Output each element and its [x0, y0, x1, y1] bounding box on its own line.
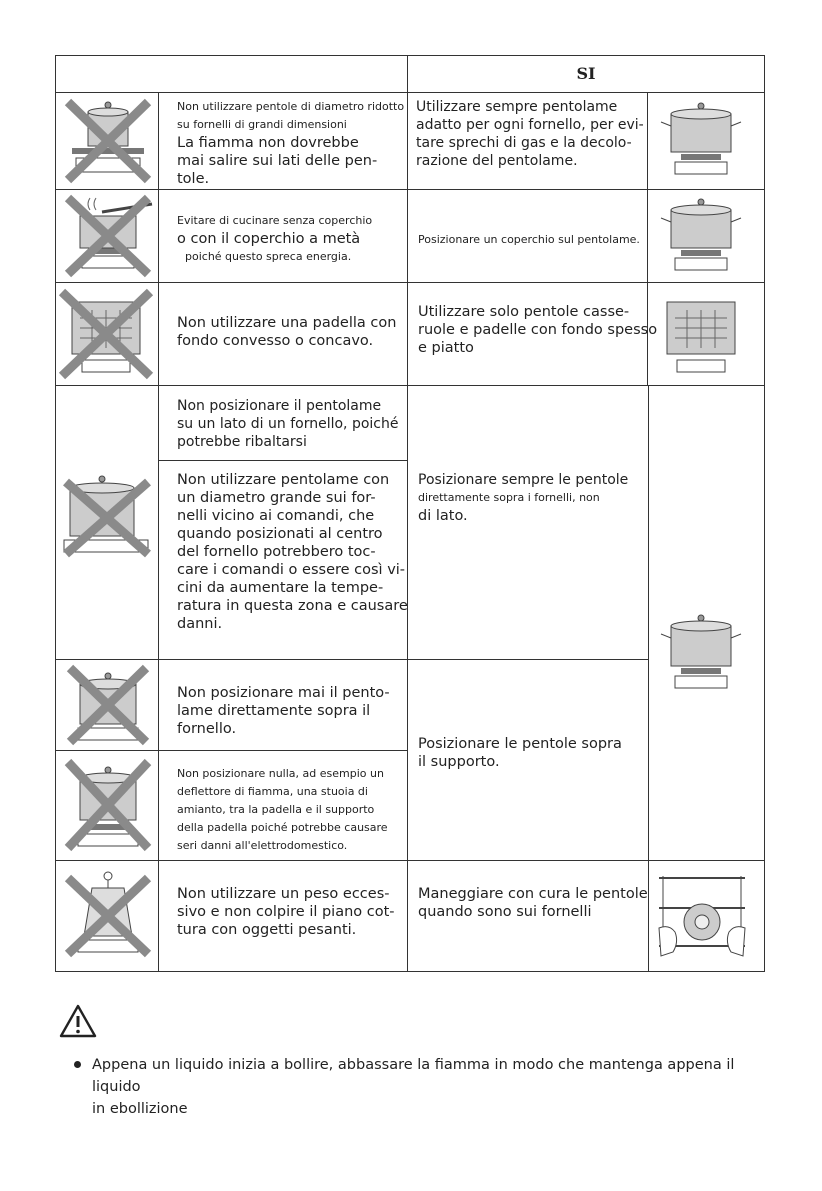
- table-rule: [55, 92, 765, 93]
- table-rule: [55, 860, 765, 861]
- small-pot-large-burner-crossed-icon: [62, 98, 154, 184]
- row5b-no-text: Non posizionare nulla, ad esempio un deflettore di fiamma, una stuoia di amianto, tra la padella e il supporto della padella poiché potrebbe causare seri danni all'elettrodomestico.: [177, 767, 388, 852]
- row3-si-text: Utilizzare solo pentole casse- ruole e padelle con fondo spesso e piatto: [418, 304, 658, 356]
- table-rule: [55, 282, 765, 283]
- warning-bullet-text: Appena un liquido inizia a bollire, abbassare la fiamma in modo che mantenga appena il liquido in ebollizione: [92, 1057, 735, 1117]
- comparison-table: [55, 55, 765, 972]
- row5a-no-text: Non posizionare mai il pento- lame direttamente sopra il fornello.: [177, 685, 390, 737]
- row1-si-text: Utilizzare sempre pentolame adatto per ogni fornello, per evi- tare sprechi di gas e la decolo- razione del pentolame.: [416, 99, 644, 169]
- flat-base-pan-icon: [653, 290, 747, 380]
- row6-si-text: Maneggiare con cura le pentole quando sono sui fornelli: [418, 886, 648, 920]
- table-rule: [648, 385, 649, 972]
- table-rule: [55, 189, 765, 190]
- bullet-dot: [74, 1061, 81, 1068]
- warning-triangle-icon: [58, 1003, 98, 1039]
- pot-on-burner-crossed-icon: [62, 664, 154, 746]
- curved-base-pan-crossed-icon: [58, 288, 154, 380]
- row2-no-text: Evitare di cucinare senza coperchio o con il coperchio a metà poiché questo spreca energia.: [177, 214, 373, 263]
- table-rule: [55, 750, 407, 751]
- row4b-no-text: Non utilizzare pentolame con un diametro grande sui for- nelli vicino ai comandi, che quando posizionati al centro del fornello potrebbero toc- care i comandi o essere così vi- cini da aumentare la tempe- ratura in questa zona e causare danni.: [177, 472, 408, 632]
- row4-si-text: Posizionare sempre le pentole direttamente sopra i fornelli, non di lato.: [418, 472, 629, 524]
- table-rule: [158, 460, 407, 461]
- pot-on-support-icon: [655, 610, 747, 694]
- handling-pan-hands-icon: [653, 868, 751, 964]
- row4a-no-text: Non posizionare il pentolame su un lato di un fornello, poiché potrebbe ribaltarsi: [177, 398, 399, 450]
- correct-pot-icon: [655, 98, 747, 184]
- heavy-weight-crossed-icon: [62, 868, 154, 958]
- flame-deflector-crossed-icon: [62, 756, 154, 854]
- table-rule: [55, 385, 765, 386]
- row2-si-text: Posizionare un coperchio sul pentolame.: [418, 233, 640, 246]
- row1-no-text: Non utilizzare pentole di diametro ridotto su fornelli di grandi dimensioni La fiamma non dovrebbe mai salire sui lati delle pen- tole.: [177, 100, 405, 187]
- row3-no-text: Non utilizzare una padella con fondo convesso o concavo.: [177, 315, 397, 349]
- lidded-pot-icon: [655, 194, 747, 278]
- table-rule: [158, 92, 159, 972]
- row6-no-text: Non utilizzare un peso ecces- sivo e non colpire il piano cot- tura con oggetti pesanti.: [177, 886, 395, 938]
- lid-open-pot-crossed-icon: [62, 194, 154, 278]
- header-si: SI: [576, 64, 596, 83]
- table-rule: [55, 659, 648, 660]
- row5-si-text: Posizionare le pentole sopra il supporto.: [418, 736, 622, 770]
- off-center-pot-crossed-icon: [58, 470, 154, 558]
